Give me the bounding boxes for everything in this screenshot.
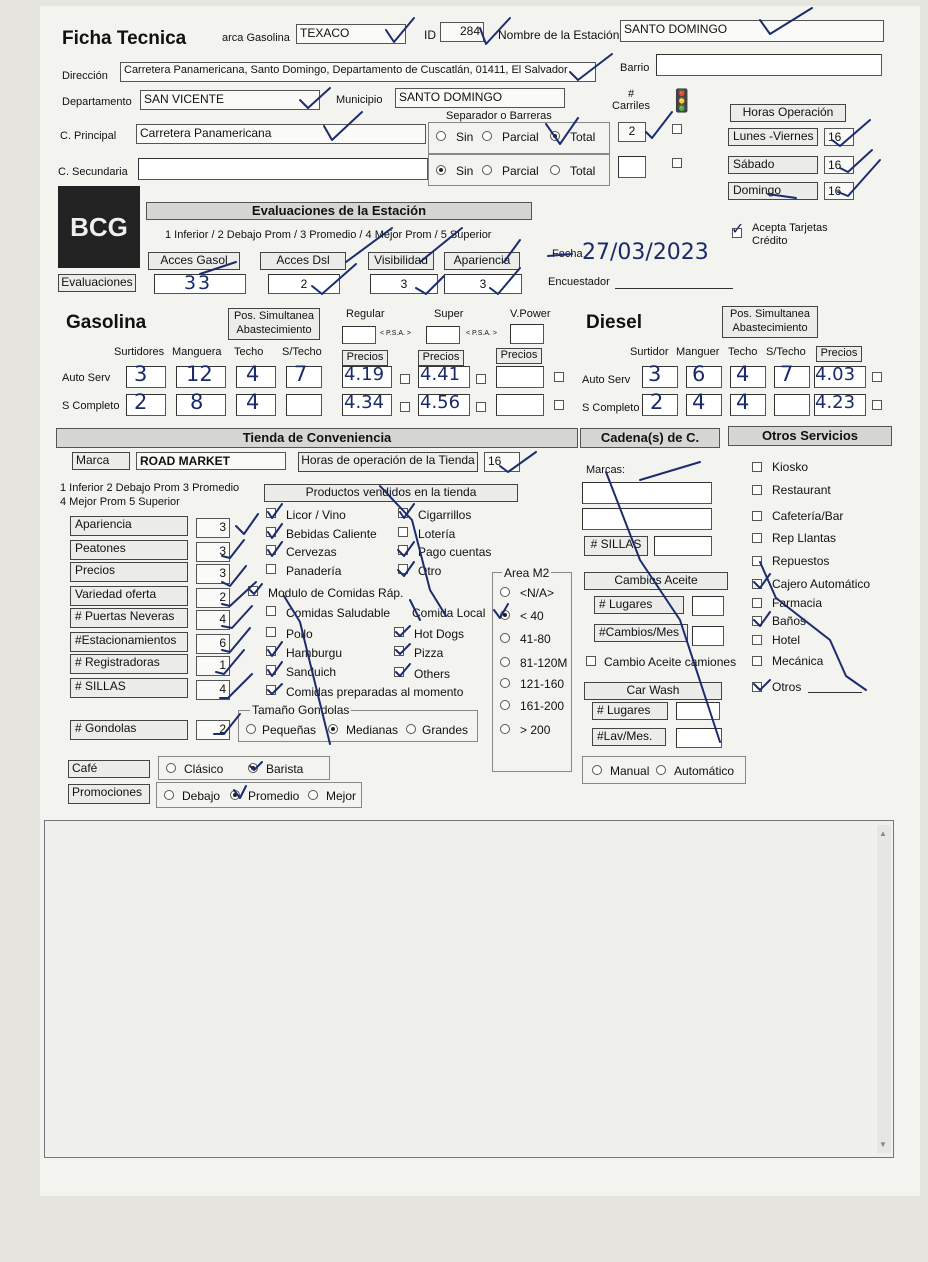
- carwash-lugares-field[interactable]: [676, 702, 720, 720]
- tienda-precios-field[interactable]: 3: [196, 564, 230, 584]
- horas-title: Horas Operación: [730, 104, 846, 122]
- kiosko-label: Kiosko: [772, 460, 809, 474]
- csecundaria-label: C. Secundaria: [58, 166, 128, 178]
- gas-auto-label: Auto Serv: [62, 372, 111, 384]
- barista-radio[interactable]: [248, 763, 258, 773]
- sanduich-label: Sanduich: [286, 665, 337, 679]
- tienda-scale-1: 1 Inferior 2 Debajo Prom 3 Promedio: [60, 482, 240, 494]
- clasico-radio[interactable]: [166, 763, 176, 773]
- mejor-radio[interactable]: [308, 790, 318, 800]
- restaurant-label: Restaurant: [772, 483, 831, 497]
- aceite-lugares-field[interactable]: [692, 596, 724, 616]
- visibilidad-field[interactable]: 3: [370, 274, 438, 294]
- notes-textarea[interactable]: [44, 820, 894, 1158]
- dsl-completo-label: S Completo: [582, 402, 640, 414]
- licor-label: Licor / Vino: [286, 508, 346, 522]
- mecanica-checkbox[interactable]: [752, 656, 762, 666]
- notes-scrollbar[interactable]: [877, 825, 891, 1153]
- cafeteria-label: Cafetería/Bar: [772, 509, 844, 523]
- cajero-checkbox[interactable]: [752, 579, 762, 589]
- modulo-checkbox[interactable]: [248, 586, 258, 596]
- gas-auto-regular-cb[interactable]: [400, 374, 410, 384]
- dsl-comp-stecho[interactable]: [774, 394, 810, 416]
- gas-comp-surtidores-value: 2: [134, 390, 148, 414]
- carriles-checkbox-2[interactable]: [672, 158, 682, 168]
- gas-auto-vpower-cb[interactable]: [554, 372, 564, 382]
- pollo-label: Pollo: [286, 627, 313, 641]
- tienda-row-neveras: # Puertas Neveras: [70, 608, 188, 628]
- gas-col-techo: Techo: [234, 346, 264, 358]
- marcas-label: Marcas:: [586, 464, 626, 476]
- acces-gasol-value: 3: [184, 272, 197, 294]
- area-81-120-radio[interactable]: [500, 657, 510, 667]
- gas-comp-regular-price-value: 4.34: [344, 392, 385, 413]
- gas-pos-label: Pos. Simultanea Abastecimiento: [228, 308, 320, 340]
- fecha-value[interactable]: 27/03/2023: [582, 240, 709, 265]
- cadena-sillas-label: # SILLAS: [584, 536, 648, 556]
- area-200-radio[interactable]: [500, 724, 510, 734]
- evaluaciones-label: Evaluaciones: [58, 274, 136, 292]
- grandes-label: Grandes: [422, 723, 469, 737]
- dsl-comp-techo-value: 4: [736, 390, 750, 414]
- pago-cuentas-label: Pago cuentas: [418, 545, 492, 559]
- area-na-label: <N/A>: [520, 586, 555, 600]
- super-label: Super: [434, 308, 464, 320]
- dsl-comp-price-value: 4.23: [815, 392, 856, 413]
- marca-label: arca Gasolina: [222, 32, 290, 44]
- otros-title: Otros Servicios: [728, 426, 892, 446]
- id-label: ID: [424, 28, 436, 42]
- mecanica-label: Mecánica: [772, 654, 824, 668]
- dsl-col-surtidor: Surtidor: [630, 346, 669, 358]
- area-161-200-radio[interactable]: [500, 700, 510, 710]
- otros-field[interactable]: [808, 692, 862, 693]
- sabado-field[interactable]: 16: [824, 156, 854, 174]
- traffic-light-icon: 🚦: [668, 88, 696, 113]
- gas-auto-surtidores-value: 3: [134, 362, 148, 386]
- otros-label: Otros: [772, 680, 802, 694]
- vpower-precios-label: Precios: [496, 348, 542, 364]
- gas-completo-label: S Completo: [62, 400, 120, 412]
- gas-comp-super-cb[interactable]: [476, 402, 486, 412]
- sep2-total-label: Total: [570, 164, 596, 178]
- tienda-row-apariencia: Apariencia: [70, 516, 188, 536]
- sep1-total-radio[interactable]: [550, 131, 560, 141]
- estacion-field[interactable]: SANTO DOMINGO: [620, 20, 884, 42]
- banos-checkbox[interactable]: [752, 616, 762, 626]
- id-field[interactable]: 284: [440, 22, 484, 42]
- gas-auto-manguera-value: 12: [186, 362, 213, 386]
- kiosko-checkbox[interactable]: [752, 462, 762, 472]
- tienda-horas-field[interactable]: 16: [484, 452, 520, 472]
- area-40-label: < 40: [520, 609, 544, 623]
- sabado-label: Sábado: [728, 156, 818, 174]
- bcg-logo: BCG: [58, 186, 140, 268]
- banos-label: Baños: [772, 614, 807, 628]
- farmacia-checkbox[interactable]: [752, 598, 762, 608]
- barrio-label: Barrio: [620, 62, 650, 74]
- vpower-label: V.Power: [510, 308, 551, 320]
- hotdogs-label: Hot Dogs: [414, 627, 465, 641]
- dsl-auto-stecho-value: 7: [780, 362, 794, 386]
- gas-col-stecho: S/Techo: [282, 346, 322, 358]
- tienda-estacionamientos-field[interactable]: 6: [196, 634, 230, 654]
- tarjetas-check-icon: ✓: [731, 221, 745, 238]
- area-group: [492, 572, 572, 772]
- otro-checkbox[interactable]: [398, 564, 408, 574]
- farmacia-label: Farmacia: [772, 596, 823, 610]
- tienda-row-registradoras: # Registradoras: [70, 654, 188, 674]
- camiones-checkbox[interactable]: [586, 656, 596, 666]
- area-41-80-radio[interactable]: [500, 633, 510, 643]
- gas-comp-vpower-cb[interactable]: [554, 400, 564, 410]
- area-41-80-label: 41-80: [520, 632, 551, 646]
- gas-auto-super-cb[interactable]: [476, 374, 486, 384]
- regular-precios-label: Precios: [342, 350, 388, 366]
- sep2-sin-label: Sin: [456, 164, 474, 178]
- evaluaciones-title: Evaluaciones de la Estación: [146, 202, 532, 220]
- comida-local-label: Comida Local: [412, 606, 486, 620]
- carwash-lugares-label: # Lugares: [592, 702, 668, 720]
- tienda-row-gondolas: # Gondolas: [70, 720, 188, 740]
- acces-gasol-value-extra: 3: [198, 272, 211, 294]
- gas-auto-stecho-value: 7: [294, 362, 308, 386]
- hotdogs-checkbox[interactable]: [394, 627, 404, 637]
- bebidas-checkbox[interactable]: [266, 527, 276, 537]
- medianas-label: Medianas: [346, 723, 399, 737]
- area-40-radio[interactable]: [500, 610, 510, 620]
- promociones-label: Promociones: [68, 784, 150, 804]
- dsl-comp-cb[interactable]: [872, 400, 882, 410]
- dsl-auto-cb[interactable]: [872, 372, 882, 382]
- cigarrillos-checkbox[interactable]: [398, 508, 408, 518]
- cadena-title: Cadena(s) de C.: [580, 428, 720, 448]
- tienda-apariencia-field[interactable]: 3: [196, 518, 230, 538]
- direccion-label: Dirección: [62, 70, 108, 82]
- pago-cuentas-checkbox[interactable]: [398, 545, 408, 555]
- hotel-checkbox[interactable]: [752, 635, 762, 645]
- sep2-parcial-radio[interactable]: [482, 165, 492, 175]
- carriles-checkbox[interactable]: [672, 124, 682, 134]
- regular-label: Regular: [346, 308, 385, 320]
- pequenas-label: Pequeñas: [262, 723, 317, 737]
- lav-mes-label: #Lav/Mes.: [592, 728, 666, 746]
- regular-pos-field[interactable]: [342, 326, 376, 344]
- barrio-field[interactable]: [656, 54, 882, 76]
- aceite-lugares-label: # Lugares: [594, 596, 684, 614]
- loteria-label: Lotería: [418, 527, 456, 541]
- evaluaciones-scale: 1 Inferior / 2 Debajo Prom / 3 Promedio / 4 Mejor Prom / 5 Superior: [165, 229, 492, 241]
- promedio-label: Promedio: [248, 789, 300, 803]
- pizza-checkbox[interactable]: [394, 646, 404, 656]
- gas-col-surtidores: Surtidores: [114, 346, 165, 358]
- tienda-horas-label: Horas de operación de la Tienda: [298, 452, 478, 472]
- area-na-radio[interactable]: [500, 587, 510, 597]
- gas-auto-super-price-value: 4.41: [420, 364, 461, 385]
- estacion-label: Nombre de la Estación: [498, 28, 620, 42]
- others-label: Others: [414, 667, 451, 681]
- tienda-registradoras-field[interactable]: 1: [196, 656, 230, 676]
- apariencia-label: Apariencia: [444, 252, 520, 270]
- sep1-parcial-radio[interactable]: [482, 131, 492, 141]
- carwash-title: Car Wash: [584, 682, 722, 700]
- csecundaria-field[interactable]: [138, 158, 428, 180]
- acces-gasol-label: Acces Gasol: [148, 252, 240, 270]
- diesel-title: Diesel: [586, 312, 642, 333]
- tienda-title: Tienda de Conveniencia: [56, 428, 578, 448]
- barista-label: Barista: [266, 762, 304, 776]
- lunes-label: Lunes -Viernes: [728, 128, 818, 146]
- tienda-neveras-field[interactable]: 4: [196, 610, 230, 630]
- area-161-200-label: 161-200: [520, 699, 565, 713]
- gas-comp-regular-cb[interactable]: [400, 402, 410, 412]
- tienda-row-precios: Precios: [70, 562, 188, 582]
- repuestos-checkbox[interactable]: [752, 556, 762, 566]
- cprincipal-label: C. Principal: [60, 130, 117, 142]
- automatico-radio[interactable]: [656, 765, 666, 775]
- diesel-pos-label: Pos. Simultanea Abastecimiento: [722, 306, 818, 338]
- cajero-label: Cajero Automático: [772, 577, 871, 591]
- sep1-sin-radio[interactable]: [436, 131, 446, 141]
- pequenas-radio[interactable]: [246, 724, 256, 734]
- llantas-checkbox[interactable]: [752, 533, 762, 543]
- dsl-auto-price-value: 4.03: [815, 364, 856, 385]
- camiones-label: Cambio Aceite camiones: [604, 655, 737, 669]
- separador-label: Separador o Barreras: [446, 110, 552, 122]
- medianas-radio[interactable]: [328, 724, 338, 734]
- cervezas-label: Cervezas: [286, 545, 337, 559]
- sep1-total-label: Total: [570, 130, 596, 144]
- vpower-pos-field[interactable]: [510, 324, 544, 344]
- cigarrillos-label: Cigarrillos: [418, 508, 472, 522]
- visibilidad-label: Visibilidad: [368, 252, 434, 270]
- sep2-parcial-label: Parcial: [502, 164, 539, 178]
- carriles-field[interactable]: 2: [618, 122, 646, 142]
- area-200-label: > 200: [520, 723, 551, 737]
- gas-comp-vpower-price[interactable]: [496, 394, 544, 416]
- area-121-160-radio[interactable]: [500, 678, 510, 688]
- psa-2: < P.S.A. >: [466, 330, 498, 337]
- gas-comp-super-price-value: 4.56: [420, 392, 461, 413]
- municipio-label: Municipio: [336, 94, 383, 106]
- tarjetas-label: Acepta Tarjetas Crédito: [752, 222, 828, 247]
- cambios-mes-field[interactable]: [692, 626, 724, 646]
- area-81-120-label: 81-120M: [520, 656, 568, 670]
- tienda-sillas-field[interactable]: 4: [196, 680, 230, 700]
- dsl-auto-surtidor-value: 3: [648, 362, 662, 386]
- preparadas-checkbox[interactable]: [266, 685, 276, 695]
- bebidas-label: Bebidas Caliente: [286, 527, 377, 541]
- area-121-160-label: 121-160: [520, 677, 565, 691]
- domingo-field[interactable]: 16: [824, 182, 854, 200]
- lunes-field[interactable]: 16: [824, 128, 854, 146]
- super-pos-field[interactable]: [426, 326, 460, 344]
- tienda-marca-field[interactable]: ROAD MARKET: [136, 452, 286, 470]
- debajo-radio[interactable]: [164, 790, 174, 800]
- grandes-radio[interactable]: [406, 724, 416, 734]
- manual-label: Manual: [610, 764, 650, 778]
- productos-label: Productos vendidos en la tienda: [264, 484, 518, 502]
- marca-field[interactable]: TEXACO: [296, 24, 406, 44]
- cafeteria-checkbox[interactable]: [752, 511, 762, 521]
- direccion-field[interactable]: Carretera Panamericana, Santo Domingo, Departamento de Cuscatlán, 01411, El Salvador: [120, 62, 596, 82]
- loteria-checkbox[interactable]: [398, 527, 408, 537]
- tienda-scale-2: 4 Mejor Prom 5 Superior: [60, 496, 180, 508]
- psa-1: < P.S.A. >: [380, 330, 412, 337]
- marcas-field-1[interactable]: [582, 482, 712, 504]
- tamano-label: Tamaño Gondolas: [252, 703, 350, 717]
- hamburgu-label: Hamburgu: [286, 646, 343, 660]
- tienda-peatones-field[interactable]: 3: [196, 542, 230, 562]
- dsl-auto-manguer-value: 6: [692, 362, 706, 386]
- others-checkbox[interactable]: [394, 667, 404, 677]
- apariencia-field[interactable]: 3: [444, 274, 522, 294]
- panaderia-checkbox[interactable]: [266, 564, 276, 574]
- tienda-row-variedad: Variedad oferta: [70, 586, 188, 606]
- otros-checkbox[interactable]: [752, 682, 762, 692]
- hamburgu-checkbox[interactable]: [266, 646, 276, 656]
- encuestador-label: Encuestador: [548, 276, 610, 288]
- cprincipal-field[interactable]: Carretera Panamericana: [136, 124, 426, 144]
- scroll-up-icon[interactable]: ▲: [879, 829, 887, 838]
- gas-auto-techo-value: 4: [246, 362, 260, 386]
- municipio-field[interactable]: SANTO DOMINGO: [395, 88, 565, 108]
- panaderia-label: Panadería: [286, 564, 342, 578]
- gas-comp-stecho[interactable]: [286, 394, 322, 416]
- depto-field[interactable]: SAN VICENTE: [140, 90, 320, 110]
- gas-auto-regular-price-value: 4.19: [344, 364, 385, 385]
- area-label: Area M2: [504, 566, 550, 580]
- debajo-label: Debajo: [182, 789, 221, 803]
- llantas-label: Rep Llantas: [772, 531, 837, 545]
- carriles-field-2[interactable]: [618, 156, 646, 178]
- saludable-label: Comidas Saludable: [286, 606, 391, 620]
- sep1-sin-label: Sin: [456, 130, 474, 144]
- cervezas-checkbox[interactable]: [266, 545, 276, 555]
- encuestador-field[interactable]: [615, 288, 733, 289]
- repuestos-label: Repuestos: [772, 554, 830, 568]
- mejor-label: Mejor: [326, 789, 357, 803]
- gas-col-manguera: Manguera: [172, 346, 222, 358]
- sep2-sin-radio[interactable]: [436, 165, 446, 175]
- gasolina-title: Gasolina: [66, 312, 147, 333]
- cadena-sillas-field[interactable]: [654, 536, 712, 556]
- cambios-mes-label: #Cambios/Mes: [594, 624, 688, 642]
- tienda-row-estacionamientos: #Estacionamientos: [70, 632, 188, 652]
- tienda-marca-label: Marca: [72, 452, 130, 470]
- dsl-auto-techo-value: 4: [736, 362, 750, 386]
- tienda-row-peatones: Peatones: [70, 540, 188, 560]
- depto-label: Departamento: [62, 96, 132, 108]
- otro-label: Otro: [418, 564, 442, 578]
- domingo-label: Domingo: [728, 182, 818, 200]
- automatico-label: Automático: [674, 764, 735, 778]
- dsl-col-manguer: Manguer: [676, 346, 720, 358]
- lav-mes-field[interactable]: [676, 728, 722, 748]
- carriles-label: # Carriles: [612, 88, 650, 112]
- dsl-precios-label: Precios: [816, 346, 862, 362]
- pizza-label: Pizza: [414, 646, 444, 660]
- clasico-label: Clásico: [184, 762, 224, 776]
- dsl-comp-surtidor-value: 2: [650, 390, 664, 414]
- cafe-label: Café: [68, 760, 150, 778]
- dsl-auto-label: Auto Serv: [582, 374, 631, 386]
- pollo-checkbox[interactable]: [266, 627, 276, 637]
- fecha-label: Fecha: [552, 248, 583, 260]
- tienda-gondolas-field[interactable]: 2: [196, 720, 230, 740]
- preparadas-label: Comidas preparadas al momento: [286, 685, 464, 699]
- promedio-radio[interactable]: [230, 790, 240, 800]
- licor-checkbox[interactable]: [266, 508, 276, 518]
- manual-radio[interactable]: [592, 765, 602, 775]
- gas-comp-manguera-value: 8: [190, 390, 204, 414]
- marcas-field-2[interactable]: [582, 508, 712, 530]
- acces-dsl-field[interactable]: 2: [268, 274, 340, 294]
- dsl-col-stecho: S/Techo: [766, 346, 806, 358]
- form-title: Ficha Tecnica: [62, 28, 187, 49]
- sep1-parcial-label: Parcial: [502, 130, 539, 144]
- scroll-down-icon[interactable]: ▼: [879, 1140, 887, 1149]
- cambios-aceite-title: Cambios Aceite: [584, 572, 728, 590]
- gas-auto-vpower-price[interactable]: [496, 366, 544, 388]
- dsl-comp-manguer-value: 4: [692, 390, 706, 414]
- restaurant-checkbox[interactable]: [752, 485, 762, 495]
- sanduich-checkbox[interactable]: [266, 665, 276, 675]
- gas-comp-techo-value: 4: [246, 390, 260, 414]
- tienda-row-sillas: # SILLAS: [70, 678, 188, 698]
- sep2-total-radio[interactable]: [550, 165, 560, 175]
- saludable-checkbox[interactable]: [266, 606, 276, 616]
- tienda-variedad-field[interactable]: 2: [196, 588, 230, 608]
- super-precios-label: Precios: [418, 350, 464, 366]
- acces-dsl-label: Acces Dsl: [260, 252, 346, 270]
- modulo-label: Modulo de Comidas Ráp.: [268, 586, 404, 600]
- hotel-label: Hotel: [772, 633, 801, 647]
- dsl-col-techo: Techo: [728, 346, 758, 358]
